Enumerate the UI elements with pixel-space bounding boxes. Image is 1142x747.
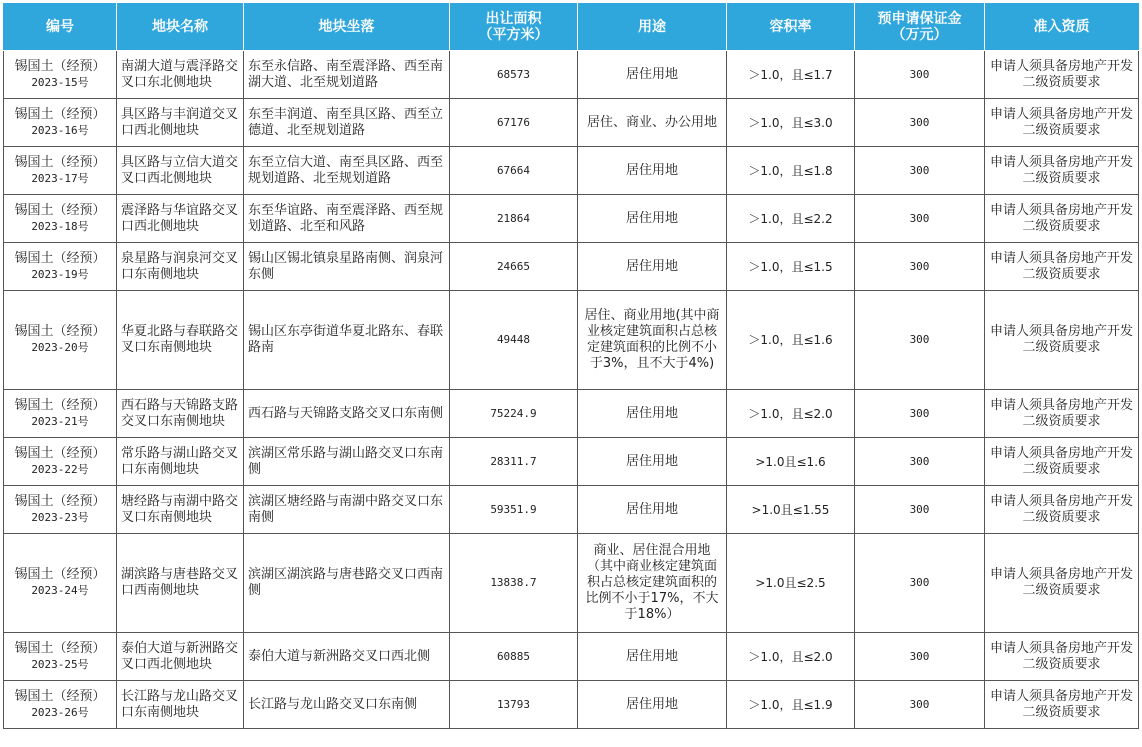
cell-location: 长江路与龙山路交叉口东南侧 — [244, 681, 450, 729]
header-use: 用途 — [578, 4, 727, 51]
cell-far: ＞1.0，且≤1.5 — [727, 243, 855, 291]
cell-id-number: 2023-25号 — [31, 657, 89, 671]
cell-name: 泉星路与润泉河交叉口东南侧地块 — [117, 243, 244, 291]
table-row — [4, 438, 1139, 486]
cell-location: 泰伯大道与新洲路交叉口西北侧 — [244, 633, 450, 681]
cell-id-number: 2023-18号 — [31, 219, 89, 233]
header-area-line1: 出让面积 — [485, 11, 542, 27]
header-row — [4, 4, 1139, 51]
cell-use: 居住用地 — [578, 243, 727, 291]
cell-location: 东至华谊路、南至震泽路、西至规划道路、北至和风路 — [244, 195, 450, 243]
cell-location: 锡山区锡北镇泉星路南侧、润泉河东侧 — [244, 243, 450, 291]
header-far: 容积率 — [727, 4, 855, 51]
cell-id-prefix: 锡国土（经预） — [14, 250, 106, 266]
header-id: 编号 — [4, 4, 117, 51]
cell-far: ＞1.0，且≤3.0 — [727, 99, 855, 147]
cell-area: 49448 — [450, 291, 578, 390]
cell-id-number: 2023-19号 — [31, 267, 89, 281]
cell-name: 泰伯大道与新洲路交叉口西北侧地块 — [117, 633, 244, 681]
cell-qualification: 申请人须具备房地产开发二级资质要求 — [985, 486, 1139, 534]
table-row — [4, 633, 1139, 681]
cell-name: 震泽路与华谊路交叉口西北侧地块 — [117, 195, 244, 243]
cell-id-number: 2023-23号 — [31, 510, 89, 524]
cell-id-number: 2023-15号 — [31, 75, 89, 89]
cell-qualification: 申请人须具备房地产开发二级资质要求 — [985, 390, 1139, 438]
header-deposit-line1: 预申请保证金 — [877, 11, 962, 27]
cell-id — [4, 195, 117, 243]
cell-location: 滨湖区塘经路与南湖中路交叉口东南侧 — [244, 486, 450, 534]
cell-area: 13793 — [450, 681, 578, 729]
cell-area: 59351.9 — [450, 486, 578, 534]
cell-deposit: 300 — [855, 633, 985, 681]
cell-use: 居住、商业、办公用地 — [578, 99, 727, 147]
cell-use: 居住用地 — [578, 486, 727, 534]
cell-use: 居住用地 — [578, 633, 727, 681]
cell-far: ＞1.0，且≤2.2 — [727, 195, 855, 243]
cell-qualification: 申请人须具备房地产开发二级资质要求 — [985, 195, 1139, 243]
cell-deposit: 300 — [855, 147, 985, 195]
cell-use: 居住用地 — [578, 51, 727, 99]
cell-far: ＞1.0，且≤1.6 — [727, 291, 855, 390]
cell-id — [4, 534, 117, 633]
table-row — [4, 486, 1139, 534]
header-area — [450, 4, 578, 51]
cell-deposit: 300 — [855, 51, 985, 99]
cell-far: ＞1.0，且≤1.9 — [727, 681, 855, 729]
cell-qualification: 申请人须具备房地产开发二级资质要求 — [985, 438, 1139, 486]
cell-area: 67664 — [450, 147, 578, 195]
cell-use: 居住用地 — [578, 195, 727, 243]
cell-id — [4, 390, 117, 438]
cell-id-number: 2023-17号 — [31, 171, 89, 185]
cell-id-prefix: 锡国土（经预） — [14, 493, 106, 509]
header-location: 地块坐落 — [244, 4, 450, 51]
cell-location: 滨湖区湖滨路与唐巷路交叉口西南侧 — [244, 534, 450, 633]
table-row — [4, 390, 1139, 438]
cell-name: 塘经路与南湖中路交叉口东南侧地块 — [117, 486, 244, 534]
cell-far: ＞1.0，且≤2.0 — [727, 633, 855, 681]
cell-use: 居住、商业用地(其中商业核定建筑面积占总核定建筑面积的比例不小于3%，且不大于4%) — [578, 291, 727, 390]
header-deposit-line2: （万元） — [891, 27, 948, 43]
land-parcel-table — [3, 3, 1139, 729]
cell-name: 西石路与天锦路支路交叉口东南侧地块 — [117, 390, 244, 438]
cell-use: 居住用地 — [578, 147, 727, 195]
cell-id-prefix: 锡国土（经预） — [14, 445, 106, 461]
cell-location: 锡山区东亭街道华夏北路东、春联路南 — [244, 291, 450, 390]
header-area-line2: （平方米） — [478, 27, 549, 43]
cell-use: 商业、居住混合用地（其中商业核定建筑面积占总核定建筑面积的比例不小于17%，不大于18%） — [578, 534, 727, 633]
cell-location: 东至永信路、南至震泽路、西至南湖大道、北至规划道路 — [244, 51, 450, 99]
cell-far: >1.0且≤1.6 — [727, 438, 855, 486]
cell-area: 68573 — [450, 51, 578, 99]
cell-area: 28311.7 — [450, 438, 578, 486]
cell-id — [4, 51, 117, 99]
cell-id — [4, 633, 117, 681]
table-row — [4, 534, 1139, 633]
cell-id-prefix: 锡国土（经预） — [14, 324, 106, 339]
cell-deposit: 300 — [855, 291, 985, 390]
cell-area: 13838.7 — [450, 534, 578, 633]
cell-qualification: 申请人须具备房地产开发二级资质要求 — [985, 147, 1139, 195]
cell-id-number: 2023-26号 — [31, 705, 89, 719]
table-row — [4, 195, 1139, 243]
cell-deposit: 300 — [855, 681, 985, 729]
table-row — [4, 51, 1139, 99]
cell-id — [4, 438, 117, 486]
cell-id — [4, 291, 117, 390]
cell-location: 东至立信大道、南至具区路、西至规划道路、北至规划道路 — [244, 147, 450, 195]
cell-area: 60885 — [450, 633, 578, 681]
cell-qualification: 申请人须具备房地产开发二级资质要求 — [985, 633, 1139, 681]
cell-qualification: 申请人须具备房地产开发二级资质要求 — [985, 243, 1139, 291]
cell-id-prefix: 锡国土（经预） — [14, 640, 106, 656]
cell-use: 居住用地 — [578, 681, 727, 729]
cell-far: >1.0且≤2.5 — [727, 534, 855, 633]
cell-name: 湖滨路与唐巷路交叉口西南侧地块 — [117, 534, 244, 633]
table-row — [4, 681, 1139, 729]
cell-id — [4, 99, 117, 147]
cell-location: 东至丰润道、南至具区路、西至立德道、北至规划道路 — [244, 99, 450, 147]
table-row — [4, 291, 1139, 390]
cell-area: 24665 — [450, 243, 578, 291]
table-row — [4, 147, 1139, 195]
cell-deposit: 300 — [855, 390, 985, 438]
cell-deposit: 300 — [855, 243, 985, 291]
cell-qualification: 申请人须具备房地产开发二级资质要求 — [985, 51, 1139, 99]
cell-use: 居住用地 — [578, 390, 727, 438]
cell-qualification: 申请人须具备房地产开发二级资质要求 — [985, 681, 1139, 729]
cell-id — [4, 147, 117, 195]
cell-far: ＞1.0，且≤2.0 — [727, 390, 855, 438]
header-deposit — [855, 4, 985, 51]
cell-name: 南湖大道与震泽路交叉口东北侧地块 — [117, 51, 244, 99]
cell-id-prefix: 锡国土（经预） — [14, 567, 106, 582]
cell-id-prefix: 锡国土（经预） — [14, 202, 106, 218]
cell-id-prefix: 锡国土（经预） — [14, 397, 106, 413]
table-row — [4, 243, 1139, 291]
cell-qualification: 申请人须具备房地产开发二级资质要求 — [985, 291, 1139, 390]
cell-name: 具区路与丰润道交叉口西北侧地块 — [117, 99, 244, 147]
cell-id-number: 2023-22号 — [31, 462, 89, 476]
cell-deposit: 300 — [855, 534, 985, 633]
cell-id — [4, 681, 117, 729]
cell-id-prefix: 锡国土（经预） — [14, 106, 106, 122]
cell-name: 具区路与立信大道交叉口西北侧地块 — [117, 147, 244, 195]
cell-id-number: 2023-24号 — [31, 584, 89, 597]
cell-id-number: 2023-16号 — [31, 123, 89, 137]
cell-location: 西石路与天锦路支路交叉口东南侧 — [244, 390, 450, 438]
cell-qualification: 申请人须具备房地产开发二级资质要求 — [985, 534, 1139, 633]
table-row — [4, 99, 1139, 147]
header-qualification: 准入资质 — [985, 4, 1139, 51]
cell-qualification: 申请人须具备房地产开发二级资质要求 — [985, 99, 1139, 147]
cell-id-prefix: 锡国土（经预） — [14, 58, 106, 74]
cell-deposit: 300 — [855, 486, 985, 534]
cell-id — [4, 486, 117, 534]
cell-id-number: 2023-20号 — [31, 341, 89, 354]
cell-area: 67176 — [450, 99, 578, 147]
cell-name: 长江路与龙山路交叉口东南侧地块 — [117, 681, 244, 729]
cell-id-number: 2023-21号 — [31, 414, 89, 428]
cell-deposit: 300 — [855, 99, 985, 147]
cell-name: 常乐路与湖山路交叉口东南侧地块 — [117, 438, 244, 486]
cell-far: >1.0且≤1.55 — [727, 486, 855, 534]
cell-deposit: 300 — [855, 438, 985, 486]
cell-id-prefix: 锡国土（经预） — [14, 154, 106, 170]
cell-area: 21864 — [450, 195, 578, 243]
cell-area: 75224.9 — [450, 390, 578, 438]
cell-id-prefix: 锡国土（经预） — [14, 688, 106, 704]
cell-far: ＞1.0，且≤1.7 — [727, 51, 855, 99]
header-name: 地块名称 — [117, 4, 244, 51]
cell-location: 滨湖区常乐路与湖山路交叉口东南侧 — [244, 438, 450, 486]
cell-id — [4, 243, 117, 291]
cell-deposit: 300 — [855, 195, 985, 243]
cell-use: 居住用地 — [578, 438, 727, 486]
cell-name: 华夏北路与春联路交叉口东南侧地块 — [117, 291, 244, 390]
cell-far: ＞1.0，且≤1.8 — [727, 147, 855, 195]
